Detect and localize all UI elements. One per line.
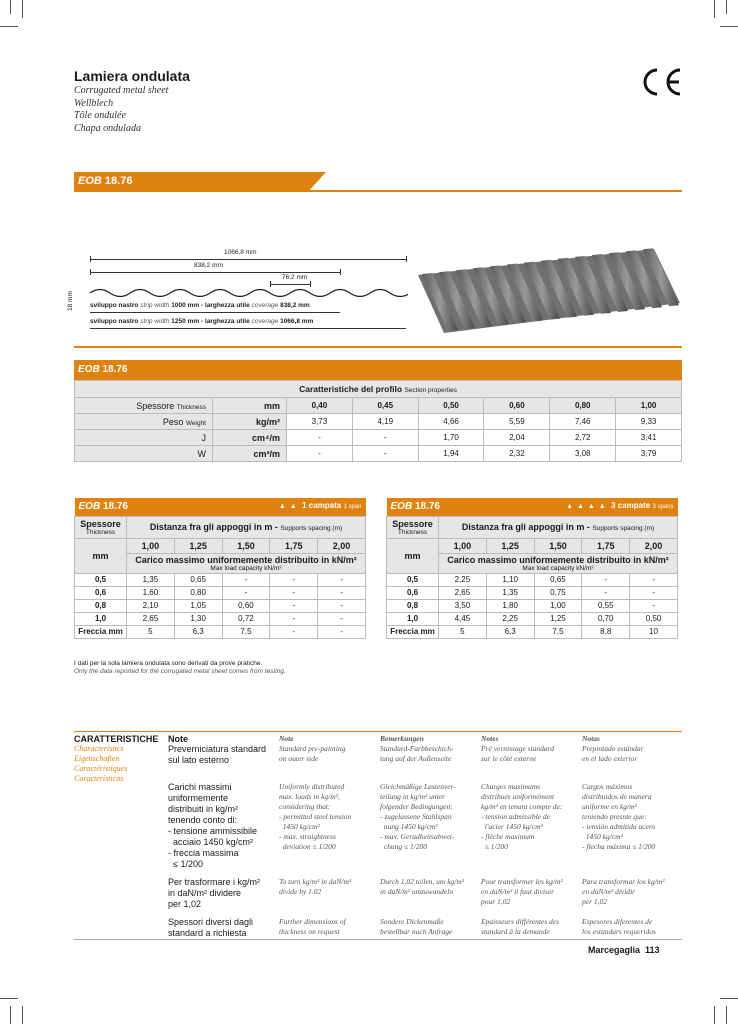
section-cell: 0,40	[287, 398, 353, 414]
characteristics-languages: Characteristics Eigenschaften Caractéristiques Características	[74, 744, 128, 783]
support-icon: ▲ ▲ ▲ ▲	[566, 503, 607, 511]
section-cell: 0,50	[418, 398, 484, 414]
crop-mark	[22, 0, 23, 18]
section-cell: 1,00	[616, 398, 682, 414]
load-table-1-span: EOB 18.76 ▲ ▲ 1 campata 1 span Spessore Thickness Distanza fra gli appoggi in m - Supports spacing (m) mm 1,00 1,25 1,50 1,75 2,00 Carico massimo uniformemente distribuito in kN/m² Max load capacity kN/m² 0,5 1,35 0,65 - - - 0,6 1,60 0,80 - - - 0,8 2,10 1,05 0,60 - - 1,0 2,65 1,30 0,72 - - Freccia mm 5 6,3 7,5 - -	[74, 498, 366, 639]
subtitle-list	[74, 85, 168, 135]
section-cell: 9,33	[616, 414, 682, 430]
load-row: Freccia mm 5 6,3 7,5 - -	[75, 625, 366, 638]
subtitle-en: Corrugated metal sheet	[74, 85, 169, 96]
test-footnote	[74, 660, 286, 676]
characteristics-heading: CARATTERISTICHE Characteristics Eigenschaften Caractéristiques Características	[74, 734, 159, 783]
section-cell: 2,32	[484, 446, 550, 462]
section-cell: 1,70	[418, 430, 484, 446]
page-title: Lamiera ondulata	[74, 68, 190, 84]
crop-mark	[10, 0, 11, 14]
section-cell: -	[287, 446, 353, 462]
section-cell: 5,59	[484, 414, 550, 430]
dim-total-width: 1066,8 mm	[224, 249, 257, 256]
crop-mark	[720, 998, 738, 999]
load-row: 0,8 3,50 1,80 1,00 0,55 -	[387, 599, 678, 612]
section-properties-table	[74, 380, 682, 462]
section-cell: -	[352, 446, 418, 462]
section-divider	[74, 346, 682, 348]
crop-mark	[0, 26, 18, 27]
load-row: 0,5 2,25 1,10 0,65 - -	[387, 573, 678, 586]
section-cell: -	[287, 430, 353, 446]
section-cell: 2,04	[484, 430, 550, 446]
strip-line-1: sviluppo nastro strip width 1000 mm - larghezza utile coverage 838,2 mm	[90, 302, 310, 309]
profile-tab	[74, 172, 682, 192]
characteristics-divider	[74, 731, 682, 732]
ce-mark-icon	[640, 66, 684, 98]
load-row: 1,0 2,65 1,30 0,72 - -	[75, 612, 366, 625]
section-row: J cm⁴/m - - 1,70 2,04 2,72 3,41	[75, 430, 682, 446]
subtitle-fr: Tôle ondulée	[74, 110, 126, 121]
footnote-en: Only the data reported for the corrugated metal sheet comes from testing.	[74, 668, 286, 675]
footnote-it: I dati per la sola lamiera ondulata sono derivati da prove pratiche.	[74, 660, 263, 667]
section-cell: 3,41	[616, 430, 682, 446]
section-cell: 0,45	[352, 398, 418, 414]
load-row: 1,0 4,45 2,25 1,25 0,70 0,50	[387, 612, 678, 625]
page-footer	[588, 945, 660, 955]
load-row: 0,5 1,35 0,65 - - -	[75, 573, 366, 586]
section-row: W cm³/m - - 1,94 2,32 3,08 3,79	[75, 446, 682, 462]
dim-useful-width: 838,2 mm	[194, 262, 223, 269]
footer-divider	[74, 939, 682, 940]
profile-drawing: 1066,8 mm 838,2 mm 76,2 mm 18 mm sviluppo nastro strip width 1000 mm - larghezza utile coverage 838,2 mm sviluppo nastro strip width 1250 mm - larghezza utile coverage 1066,8 mm	[74, 245, 414, 335]
crop-mark	[22, 1006, 23, 1024]
crop-mark	[726, 0, 727, 14]
characteristics-column: Note Preverniciatura standard sul lato esterno Carichi massimi uniformemente distribuiti in kg/m² tenendo conto di: - tensione ammissibile acciaio 1450 kg/cm² - freccia massima ≤ 1/200 Per trasformare i kg/m² in daN/m² dividere per 1,02 Spessori diversi dagli standard a richiesta	[168, 734, 267, 938]
dim-pitch: 76,2 mm	[282, 274, 308, 281]
wave-profile	[88, 285, 408, 301]
crop-mark	[714, 0, 715, 18]
crop-mark	[720, 26, 738, 27]
characteristics-column: Bemerkungen Standard-Farbbeschich- tung auf der Außenseite Gleichmäßige Lastenver- teilung in kg/m² unter folgender Bedingungen: - zugelassene Stahlspan nung 1450 kg/cm² - max. Geradheitsabwei- chung ≤ 1/200 Durch 1,02 teilen, um kg/m² in daN/m² umzuwandeln Sondere Dickenmaße bestellbar nach Anfrage	[380, 734, 465, 936]
section-table-header: EOB 18.76	[74, 360, 682, 380]
crop-mark	[726, 1006, 727, 1024]
section-cell: 0,60	[484, 398, 550, 414]
page-number: 113	[645, 945, 660, 955]
section-cell: 4,66	[418, 414, 484, 430]
section-cell: 1,94	[418, 446, 484, 462]
characteristics-column: Notes Pré vernissage standard sur le côté externe Charges maximums distribués uniformément kg/m² en tenant compte de: - tension admissible de l'acier 1450 kg/cm² - flèche maximum ≤ 1/200 Pour transformer les kg/m² en daN/m² il faut diviser pour 1,02 Epaisseurs différentes des standard à la demande	[481, 734, 563, 936]
section-table-title: Caratteristiche del profilo Section properties	[75, 381, 682, 398]
profile-tab-fill	[74, 172, 308, 192]
load-table-3-spans: EOB 18.76 ▲ ▲ ▲ ▲ 3 campate 3 spans Spessore Thickness Distanza fra gli appoggi in m - Supports spacing (m) mm 1,00 1,25 1,50 1,75 2,00 Carico massimo uniformemente distribuito in kN/m² Max load capacity kN/m² 0,5 2,25 1,10 0,65 - - 0,6 2,65 1,35 0,75 - - 0,8 3,50 1,80 1,00 0,55 - 1,0 4,45 2,25 1,25 0,70 0,50 Freccia mm 5 6,3 7,5 8,8 10	[386, 498, 678, 639]
load-row: 0,6 2,65 1,35 0,75 - -	[387, 586, 678, 599]
support-icon: ▲ ▲	[278, 503, 298, 511]
load-row: Freccia mm 5 6,3 7,5 8,8 10	[387, 625, 678, 638]
crop-mark	[714, 1006, 715, 1024]
section-cell: 3,08	[550, 446, 616, 462]
characteristics-column: Notas Prepintado estándar en el lado exterior Cargos máximos distribuidos de manera uniforme en kg/m² teniendo presnte que: - tensión admitida acero 1450 kg/cm² - flecha máxima ≤ 1/200 Para transformar los kg/m² en daN/m² dividir per 1,02 Espesores diferentes de los estandars requeridos	[582, 734, 665, 936]
section-cell: 4,19	[352, 414, 418, 430]
footer-brand: Marcegaglia	[588, 945, 641, 955]
section-cell: 7,46	[550, 414, 616, 430]
crop-mark	[0, 998, 18, 999]
characteristics-column: Note Standard pre-painting on outer side Uniformly distributed max. loads in kg/m², considering that: - permitted steel tension 1450 kg/cm² - max. straightness deviation ≤ 1/200 To turn kg/m² in daN/m² divide by 1.02 Further dimensions of thickness on request	[279, 734, 352, 936]
crop-mark	[10, 1006, 11, 1024]
section-cell: 3,73	[287, 414, 353, 430]
section-row: Peso Weight kg/m² 3,73 4,19 4,66 5,59 7,46 9,33	[75, 414, 682, 430]
load-row: 0,8 2,10 1,05 0,60 - -	[75, 599, 366, 612]
strip-line-2: sviluppo nastro strip width 1250 mm - larghezza utile coverage 1066,8 mm	[90, 318, 314, 325]
corrugated-sheet-picture	[414, 245, 684, 337]
load-row: 0,6 1,60 0,80 - - -	[75, 586, 366, 599]
section-cell: 0,80	[550, 398, 616, 414]
section-cell: 3,79	[616, 446, 682, 462]
subtitle-de: Wellblech	[74, 97, 114, 109]
section-row: Spessore Thickness mm 0,40 0,45 0,50 0,60 0,80 1,00	[75, 398, 682, 414]
section-cell: 2,72	[550, 430, 616, 446]
subtitle-es: Chapa ondulada	[74, 122, 141, 134]
profile-tab-label: EOB 18.76	[78, 175, 133, 187]
section-cell: -	[352, 430, 418, 446]
